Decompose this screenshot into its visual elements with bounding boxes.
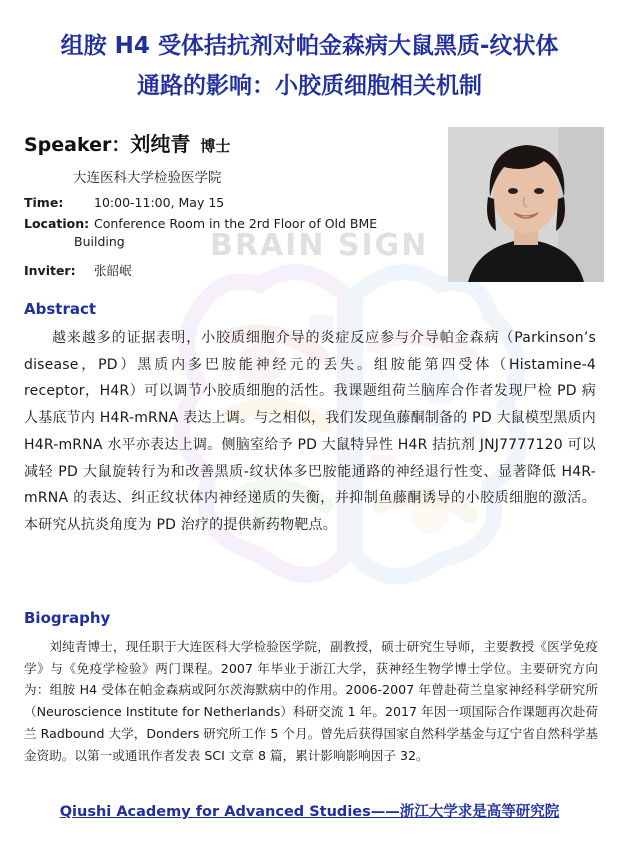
speaker-title: 博士 (200, 137, 231, 155)
biography-heading: Biography (24, 609, 111, 627)
speaker-portrait-illustration (448, 127, 604, 282)
location-label: Location: (24, 216, 90, 231)
speaker-label: Speaker： (24, 134, 131, 156)
time-row (24, 194, 224, 212)
time-value: 10:00-11:00, May 15 (94, 195, 225, 210)
inviter-label: Inviter: (24, 263, 76, 278)
speaker-name: 刘纯青 (130, 132, 191, 156)
watermark-text: BRAIN SIGN (210, 228, 429, 263)
abstract-heading: Abstract (24, 300, 97, 318)
biography-text: 刘纯青博士，现任职于大连医科大学检验医学院，副教授，硕士研究生导师，主要教授《医学免疫学》与《免疫学检验》两门课程。2007 年毕业于浙江大学，获神经生物学博士学位。主要研究方向为：组胺 H4 受体在帕金森病或阿尔茨海默病中的作用。2006-2007 年曾赴荷兰皇家神经科学研究所（Neuroscience Institute for Netherlands）科研交流 1 年。2017 年因一项国际合作课题再次赴荷兰 Radbound 大学，Donders 研究所工作 5 个月。曾先后获得国家自然科学基金与辽宁省自然科学基金资助。以第一或通讯作者发表 SCI 文章 8 篇，累计影响影响因子 32。 (24, 639, 598, 763)
location-value-line2: Building (74, 234, 125, 249)
talk-title-line2: 通路的影响：小胶质细胞相关机制 (137, 73, 482, 99)
time-label: Time: (24, 195, 64, 210)
inviter-value: 张韶岷 (94, 263, 132, 278)
inviter-row (24, 262, 132, 280)
speaker-photo (448, 127, 604, 282)
footer-text: Qiushi Academy for Advanced Studies——浙江大学求是高等研究院 (59, 804, 560, 820)
location-row (24, 215, 377, 251)
footer (0, 800, 619, 821)
abstract-text: 越来越多的证据表明，小胶质细胞介导的炎症反应参与介导帕金森病（Parkinson’s disease，PD）黑质内多巴胺能神经元的丢失。组胺能第四受体（Histamine-4 receptor，H4R）可以调节小胶质细胞的活性。我课题组荷兰脑库合作者发现尸检 PD 病人基底节内 H4R-mRNA 表达上调。与之相似，我们发现鱼藤酮制备的 PD 大鼠模型黑质内 H4R-mRNA 水平亦表达上调。侧脑室给予 PD 大鼠特异性 H4R 拮抗剂 JNJ7777120 可以减轻 PD 大鼠旋转行为和改善黑质-纹状体多巴胺能通路的神经退行性变、显著降低 H4R-mRNA 的表达、纠正纹状体内神经递质的失衡，并抑制鱼藤酮诱导的小胶质细胞的激活。本研究从抗炎角度为 PD 治疗的提供新药物靶点。 (24, 330, 596, 533)
location-value-line1: Conference Room in the 2rd Floor of Old BME (94, 216, 378, 231)
talk-title-line1: 组胺 H4 受体拮抗剂对帕金森病大鼠黑质-纹状体 (60, 33, 559, 59)
speaker-affiliation: 大连医科大学检验医学院 (73, 170, 222, 186)
speaker-line (24, 128, 230, 157)
talk-title (0, 26, 619, 106)
